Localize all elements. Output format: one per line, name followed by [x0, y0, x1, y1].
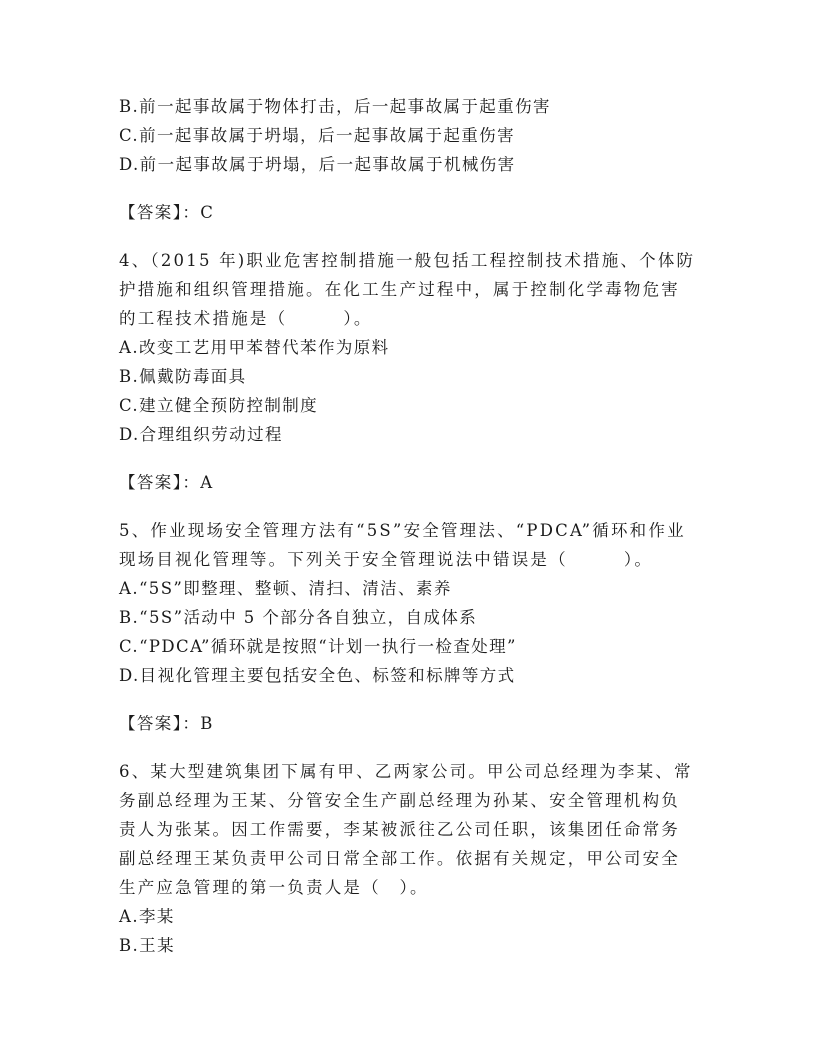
question-stem-line: 现场目视化管理等。下列关于安全管理说法中错误是（ ）。 [119, 550, 654, 569]
option-c: C.建立健全预防控制制度 [119, 396, 319, 415]
option-c: C.前一起事故属于坍塌，后一起事故属于起重伤害 [119, 126, 515, 145]
question-stem-line: 5、作业现场安全管理方法有“5S”安全管理法、“PDCA”循环和作业 [119, 521, 686, 540]
document-page [119, 92, 704, 960]
question-stem-line: 生产应急管理的第一负责人是（ ）。 [119, 878, 429, 897]
option-a: A.“5S”即整理、整顿、清扫、清洁、素养 [119, 579, 452, 598]
answer-line: 【答案】：A [119, 473, 214, 492]
question-4 [119, 246, 704, 333]
question-stem-line: 护措施和组织管理措施。在化工生产过程中，属于控制化学毒物危害 [119, 280, 680, 299]
question-stem-line: 务副总经理为王某、分管安全生产副总经理为孙某、安全管理机构负 [119, 791, 680, 810]
question-stem-line: 副总经理王某负责甲公司日常全部工作。依据有关规定，甲公司安全 [119, 849, 680, 868]
option-b: B.前一起事故属于物体打击，后一起事故属于起重伤害 [119, 97, 551, 116]
answer-line: 【答案】：B [119, 714, 214, 733]
option-d: D.目视化管理主要包括安全色、标签和标牌等方式 [119, 666, 516, 685]
answer-line: 【答案】：C [119, 203, 215, 222]
question-stem-line: 6、某大型建筑集团下属有甲、乙两家公司。甲公司总经理为李某、常 [119, 762, 693, 781]
option-d: D.合理组织劳动过程 [119, 425, 283, 444]
question-stem-line: 4、（2015 年)职业危害控制措施一般包括工程控制技术措施、个体防 [119, 251, 696, 270]
question-stem-line: 责人为张某。因工作需要，李某被派往乙公司任职，该集团任命常务 [119, 820, 680, 839]
option-b: B.“5S”活动中 5 个部分各自独立，自成体系 [119, 608, 478, 627]
question-5 [119, 516, 704, 574]
question-stem-line: 的工程技术措施是（ ）。 [119, 309, 373, 328]
option-b: B.佩戴防毒面具 [119, 367, 247, 386]
option-d: D.前一起事故属于坍塌，后一起事故属于机械伤害 [119, 155, 516, 174]
question-3-options [119, 92, 704, 179]
question-6 [119, 757, 704, 902]
option-a: A.李某 [119, 907, 175, 926]
option-c: C.“PDCA”循环就是按照“计划一执行一检查处理” [119, 637, 517, 656]
option-b: B.王某 [119, 936, 175, 955]
option-a: A.改变工艺用甲苯替代苯作为原料 [119, 338, 390, 357]
